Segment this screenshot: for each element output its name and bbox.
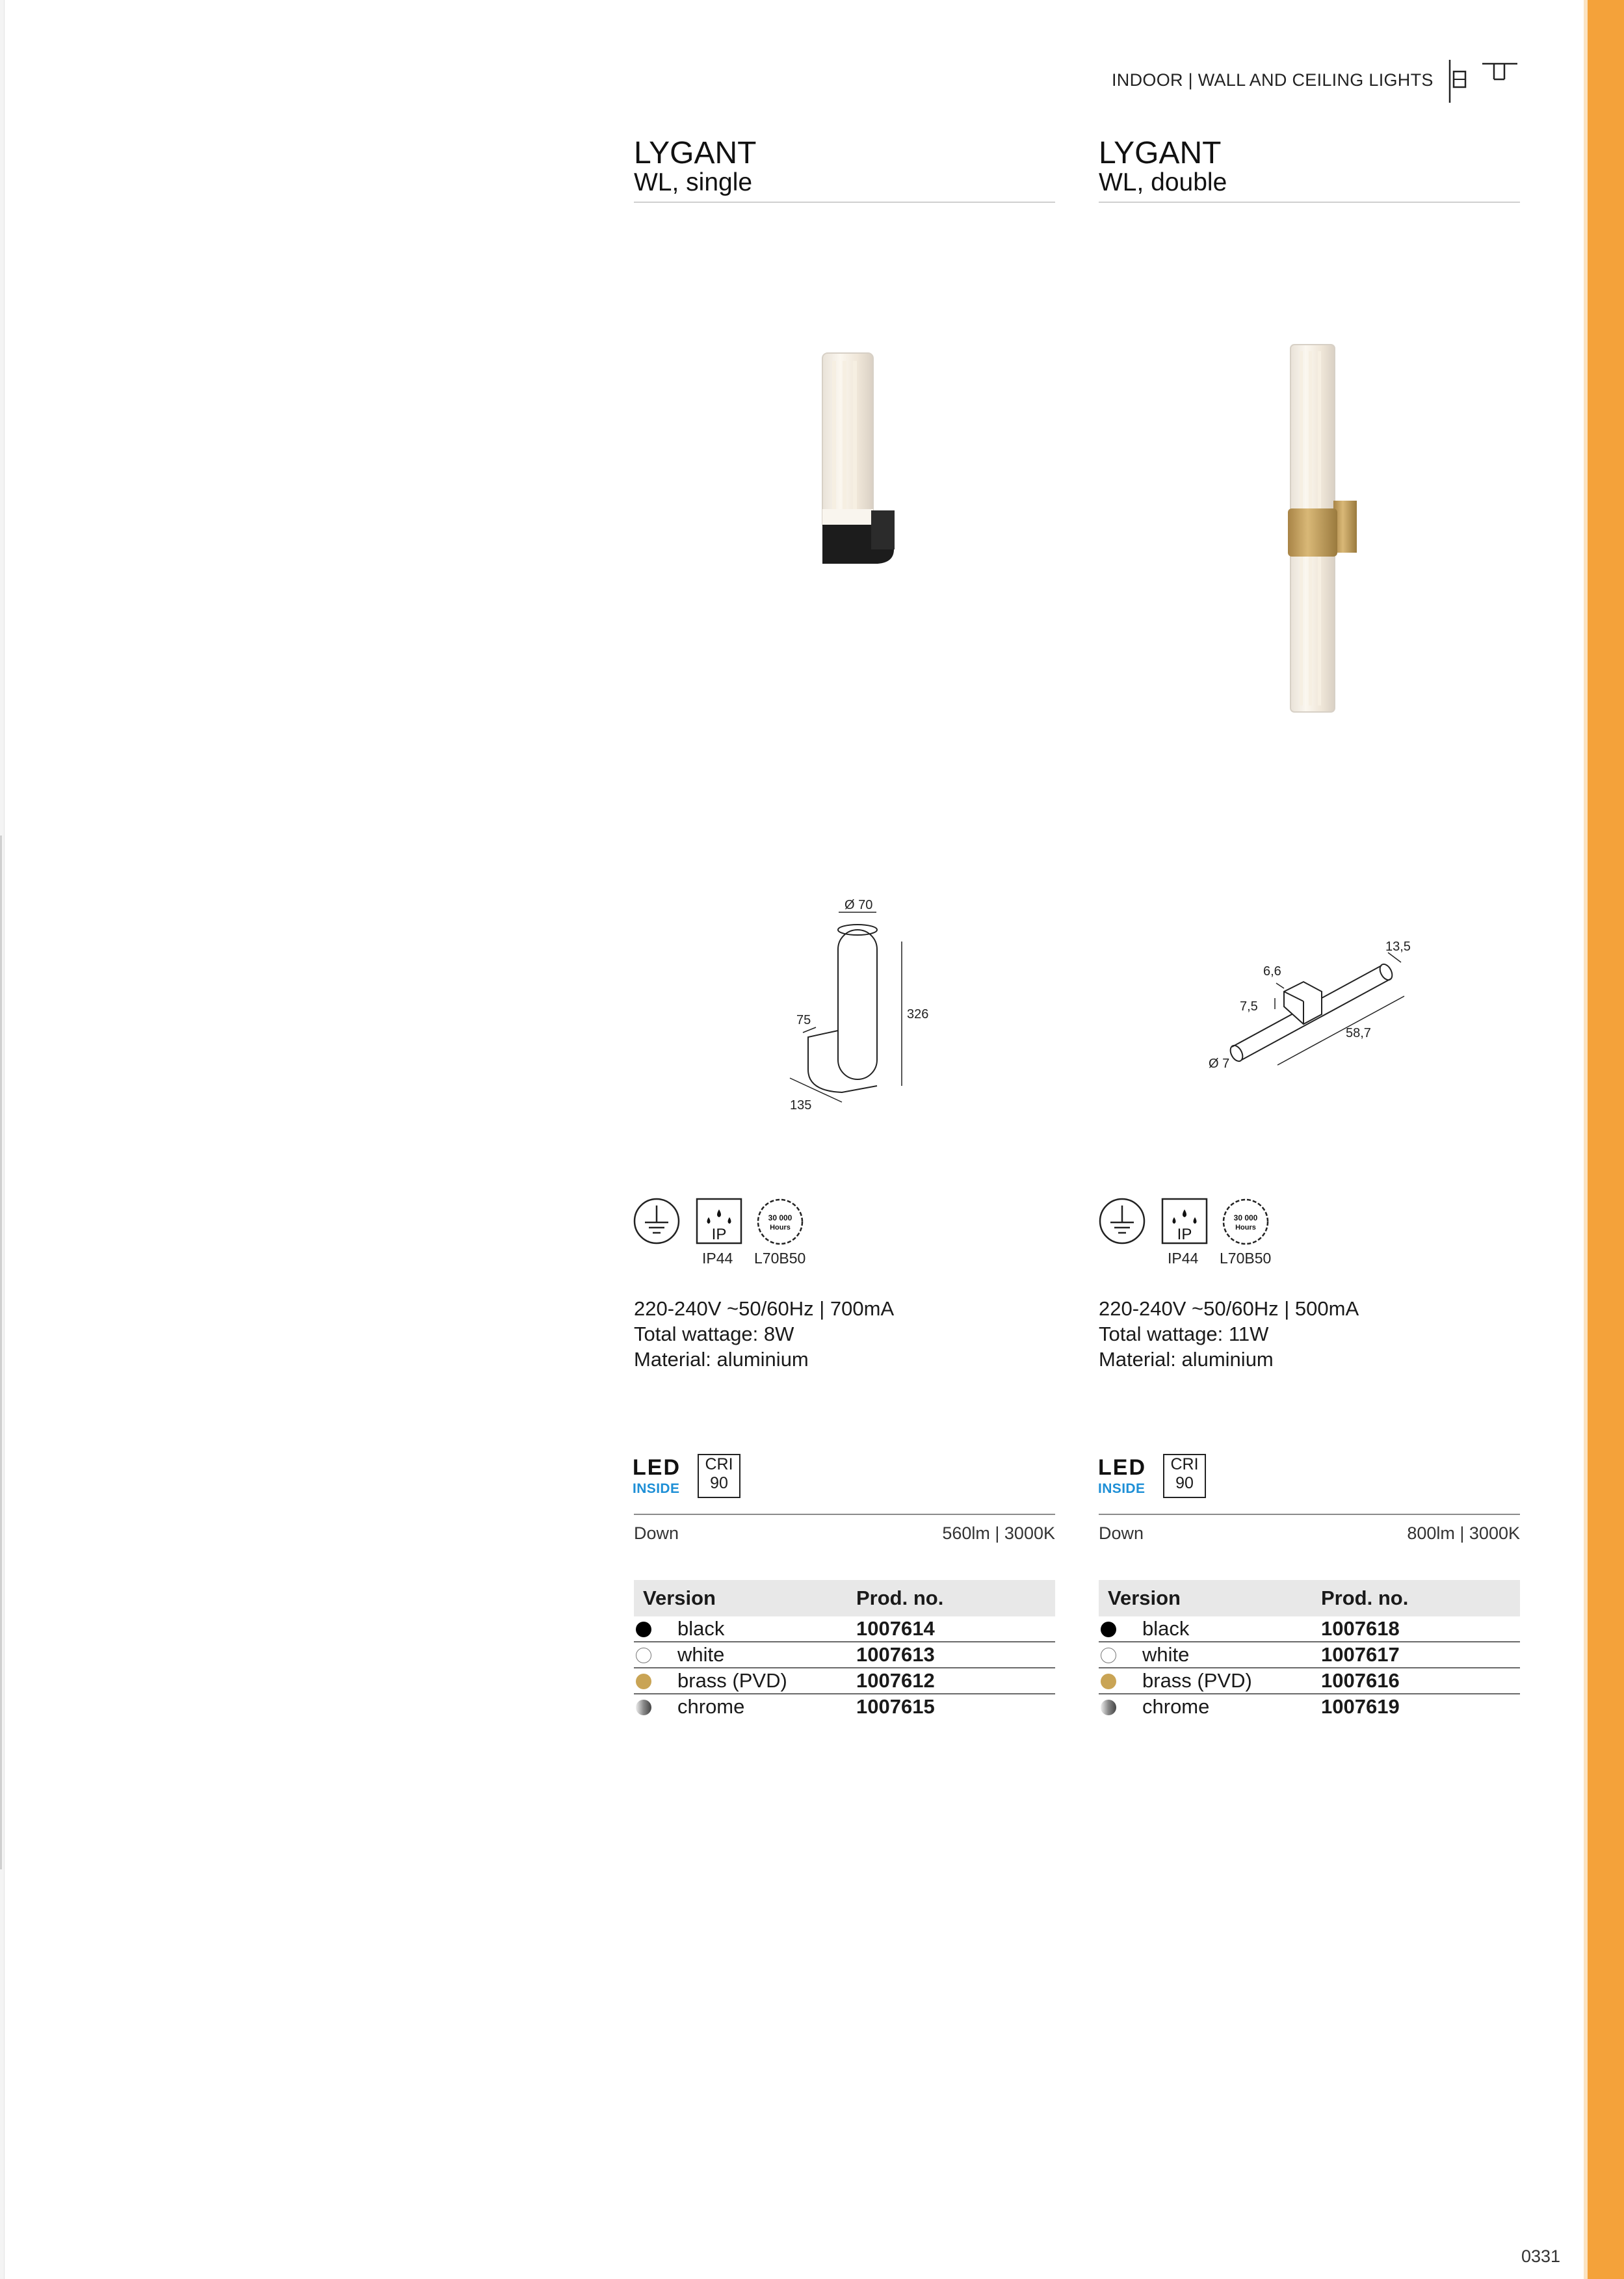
dim-depth: 75 [796, 1013, 811, 1027]
led-inside-icon [633, 1455, 682, 1495]
light-direction: Down [1099, 1523, 1144, 1543]
dim-diameter: Ø 7 [1209, 1057, 1230, 1071]
col-prod-no: Prod. no. [1321, 1580, 1520, 1616]
specs-single [634, 1296, 1055, 1372]
table-row: chrome 1007619 [1099, 1694, 1520, 1719]
dim-d3: 7,5 [1240, 999, 1258, 1014]
svg-text:INSIDE: INSIDE [633, 1481, 679, 1495]
svg-text:LED: LED [633, 1455, 679, 1480]
col-version: Version [1099, 1580, 1321, 1616]
lighting-divider [1099, 1514, 1520, 1515]
spec-voltage: 220-240V ~50/60Hz | 700mA [634, 1297, 895, 1320]
lighting-divider [634, 1514, 1055, 1515]
dim-d2: 6,6 [1263, 964, 1281, 979]
table-row: white 1007617 [1099, 1642, 1520, 1668]
product-double-heading [1099, 138, 1520, 196]
cri-badge [698, 1454, 740, 1498]
light-direction: Down [634, 1523, 679, 1543]
svg-text:IP: IP [711, 1226, 727, 1243]
spec-wattage: Total wattage: 8W [634, 1323, 794, 1345]
cri-value: 90 [1175, 1474, 1194, 1492]
table-row: brass (PVD) 1007616 [1099, 1668, 1520, 1694]
section-header: INDOOR | WALL AND CEILING LIGHTS [1112, 70, 1434, 90]
product-variant: WL, single [634, 168, 753, 196]
svg-text:30 000: 30 000 [1233, 1213, 1258, 1222]
svg-text:30 000: 30 000 [768, 1213, 792, 1222]
spec-voltage: 220-240V ~50/60Hz | 500mA [1099, 1297, 1359, 1320]
dimension-drawing-double [1206, 936, 1421, 1079]
table-row: white 1007613 [634, 1642, 1055, 1668]
led-inside-icon [1098, 1455, 1147, 1495]
heading-divider [634, 202, 1055, 203]
product-variant: WL, double [1099, 168, 1227, 196]
version-table-single [634, 1580, 1055, 1719]
dimension-drawing-single [777, 891, 946, 1118]
heading-divider [1099, 202, 1520, 203]
cri-value: 90 [710, 1474, 728, 1492]
specs-double [1099, 1296, 1520, 1372]
product-photo-double [1277, 338, 1362, 718]
protection-class-icon [1097, 1196, 1147, 1246]
left-page-mark [0, 836, 2, 1869]
ip-label: IP44 [1168, 1250, 1199, 1267]
table-row: brass (PVD) 1007612 [634, 1668, 1055, 1694]
spec-wattage: Total wattage: 11W [1099, 1323, 1269, 1345]
version-table-double [1099, 1580, 1520, 1719]
product-single-heading [634, 138, 1055, 196]
section-color-bar [1588, 0, 1624, 2279]
svg-text:LED: LED [1098, 1455, 1145, 1480]
col-prod-no: Prod. no. [856, 1580, 1055, 1616]
swatch-chrome [1101, 1700, 1116, 1715]
page-number: 0331 [1521, 2246, 1561, 2266]
svg-text:INSIDE: INSIDE [1098, 1481, 1145, 1495]
table-row: black 1007618 [1099, 1616, 1520, 1642]
dim-d1: 13,5 [1385, 940, 1411, 954]
product-name: LYGANT [1099, 136, 1222, 170]
protection-class-icon [632, 1196, 681, 1246]
spec-material: Material: aluminium [1099, 1348, 1274, 1371]
dim-width: 135 [790, 1098, 812, 1113]
cri-label: CRI [1170, 1455, 1199, 1473]
dim-height: 326 [907, 1007, 929, 1021]
wall-ceiling-light-icon [1448, 57, 1520, 107]
swatch-black [636, 1622, 651, 1637]
lifetime-hours-icon [1222, 1198, 1270, 1246]
spec-material: Material: aluminium [634, 1348, 809, 1371]
swatch-black [1101, 1622, 1116, 1637]
lifetime-hours-icon [756, 1198, 804, 1246]
cri-badge [1163, 1454, 1206, 1498]
product-name: LYGANT [634, 136, 757, 170]
lifetime-label: L70B50 [1220, 1250, 1272, 1267]
lifetime-label: L70B50 [754, 1250, 806, 1267]
svg-text:Hours: Hours [1235, 1224, 1256, 1232]
product-photo-single [806, 348, 904, 569]
swatch-brass [636, 1674, 651, 1689]
col-version: Version [634, 1580, 856, 1616]
svg-text:Hours: Hours [770, 1224, 791, 1232]
cri-label: CRI [705, 1455, 733, 1473]
swatch-brass [1101, 1674, 1116, 1689]
svg-text:IP: IP [1177, 1226, 1192, 1243]
light-output: 560lm | 3000K [942, 1523, 1055, 1543]
swatch-white [1101, 1648, 1116, 1663]
dim-length: 58,7 [1346, 1026, 1371, 1040]
swatch-white [636, 1648, 651, 1663]
ip-rating-icon [696, 1198, 742, 1245]
table-row: chrome 1007615 [634, 1694, 1055, 1719]
dim-diameter: Ø 70 [845, 898, 873, 912]
swatch-chrome [636, 1700, 651, 1715]
table-row: black 1007614 [634, 1616, 1055, 1642]
ip-label: IP44 [702, 1250, 733, 1267]
light-output: 800lm | 3000K [1407, 1523, 1520, 1543]
ip-rating-icon [1161, 1198, 1208, 1245]
